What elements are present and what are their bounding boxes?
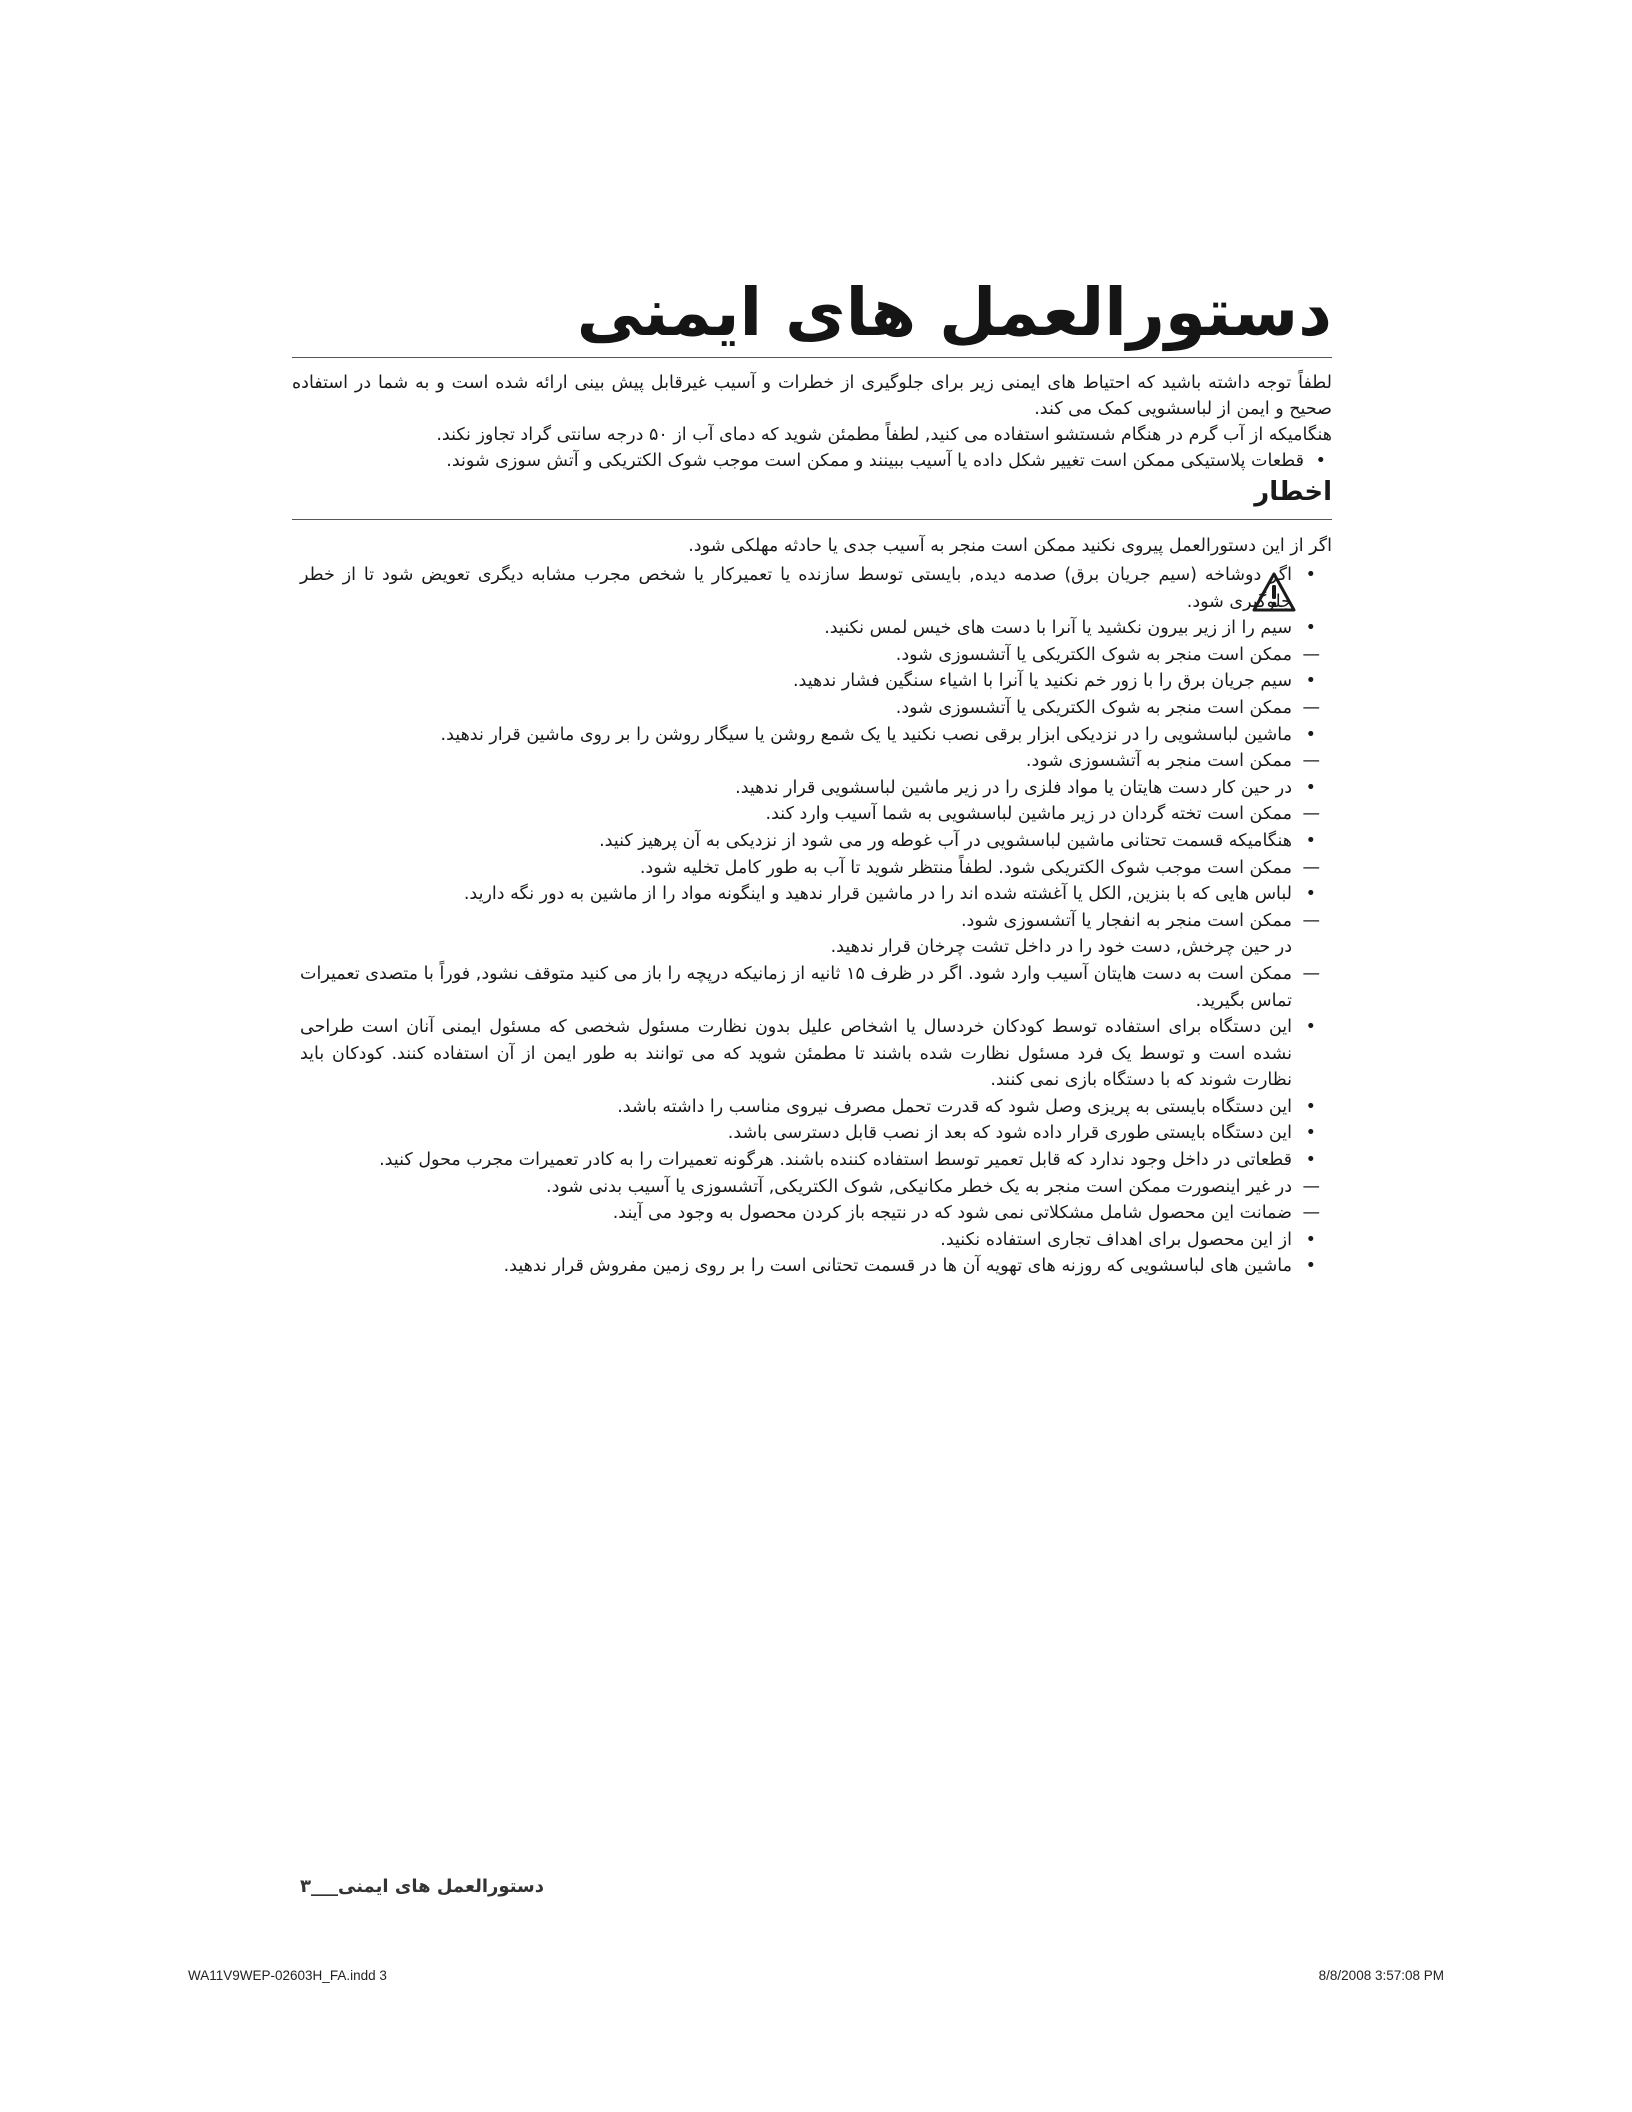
- warning-item: [300, 562, 1320, 615]
- dash-marker: —: [1302, 697, 1320, 718]
- warning-text: در حین کار دست هایتان یا مواد فلزی را در زیر ماشین لباسشویی قرار ندهید.: [735, 777, 1292, 798]
- warning-sub-item: [300, 801, 1320, 828]
- warning-text: این دستگاه بایستی به پریزی وصل شود که قدرت تحمل مصرف نیروی مناسب را داشته باشد.: [617, 1096, 1292, 1117]
- warning-sub-item: [300, 1200, 1320, 1227]
- warning-text: ممکن است تخته گردان در زیر ماشین لباسشویی به شما آسیب وارد کند.: [765, 804, 1292, 825]
- file-slug: WA11V9WEP-02603H_FA.indd 3: [188, 1968, 387, 1983]
- warning-lead: اگر از این دستورالعمل پیروی نکنید ممکن است منجر به آسیب جدی یا حادثه مهلکی شود.: [688, 536, 1332, 556]
- dash-marker: —: [1302, 751, 1320, 772]
- warning-item: [300, 1147, 1320, 1174]
- footer-page-label-text: دستورالعمل های ایمنی: [338, 1876, 544, 1897]
- warning-item: [300, 828, 1320, 855]
- intro-section: [292, 370, 1332, 474]
- warning-item: [300, 881, 1320, 908]
- warning-text: سیم را از زیر بیرون نکشید یا آنرا با دست های خیس لمس نکنید.: [824, 618, 1292, 639]
- page-number: ۳: [300, 1876, 311, 1897]
- bullet-marker: •: [1305, 671, 1316, 692]
- dash-marker: —: [1302, 644, 1320, 665]
- dash-marker: —: [1302, 1176, 1320, 1197]
- section-heading-warning: اخطار: [1254, 477, 1332, 507]
- warning-text: در حین چرخش, دست خود را در داخل تشت چرخان قرار ندهید.: [830, 937, 1292, 958]
- warning-sub-item: [300, 748, 1320, 775]
- warning-text: ضمانت این محصول شامل مشکلاتی نمی شود که در نتیجه باز کردن محصول به وجود می آیند.: [612, 1203, 1292, 1224]
- warning-text: سیم جریان برق را با زور خم نکنید یا آنرا با اشیاء سنگین فشار ندهید.: [792, 671, 1292, 692]
- bullet-marker: •: [1305, 618, 1316, 639]
- intro-paragraph: هنگامیکه از آب گرم در هنگام شستشو استفاده می کنید, لطفاً مطمئن شوید که دمای آب از ۵۰ درجه سانتی گراد تجاوز نکند.: [436, 425, 1332, 445]
- warning-text: از این محصول برای اهداف تجاری استفاده نکنید.: [940, 1229, 1292, 1250]
- print-timestamp: 8/8/2008 3:57:08 PM: [1318, 1968, 1444, 1983]
- bullet-marker: •: [1305, 1017, 1316, 1038]
- warning-text: اگر دوشاخه (سیم جریان برق) صدمه دیده, بایستی توسط سازنده یا تعمیرکار یا شخص مجرب مشابه دیگری تعویض شود تا از خطر جلوگیری شود.: [300, 565, 1292, 612]
- page-title: دستورالعمل های ایمنی: [576, 274, 1332, 351]
- warning-item: [300, 1227, 1320, 1254]
- warning-text: ممکن است منجر به انفجار یا آتشسوزی شود.: [960, 910, 1292, 931]
- footer-separator: ___: [311, 1876, 338, 1897]
- bullet-marker: •: [1305, 830, 1316, 851]
- dash-marker: —: [1302, 963, 1320, 984]
- warning-sub-item: [300, 695, 1320, 722]
- warning-item: [300, 722, 1320, 749]
- dash-marker: —: [1302, 1203, 1320, 1224]
- warning-text: این دستگاه برای استفاده توسط کودکان خردسال یا اشخاص علیل بدون نظارت مسئول شخصی که مسئول ایمنی آنان است طراحی نشده است و توسط یک فرد مسئول نظارت شده باشند تا مطمئن شوید که می توانند به طور ایمن از آن استفاده کنند. کودکان باید نظارت شوند که با دستگاه بازی نمی کنند.: [300, 1017, 1292, 1091]
- warning-sub-item: [300, 855, 1320, 882]
- bullet-marker: •: [1305, 565, 1316, 585]
- warning-sub-item: [300, 961, 1320, 1014]
- footer-page-label: [300, 1876, 544, 1897]
- warning-text: ممکن است به دست هایتان آسیب وارد شود. اگر در ظرف ۱۵ ثانیه از زمانیکه درپچه را باز می کنید متوقف نشود, فوراً با متصدی تعمیرات تماس بگیرید.: [300, 963, 1292, 1011]
- dash-marker: —: [1302, 804, 1320, 825]
- warning-item: [300, 1014, 1320, 1094]
- warning-text: ممکن است منجر به آتشسوزی شود.: [1025, 751, 1292, 772]
- warning-item: [300, 1120, 1320, 1147]
- dash-marker: —: [1302, 910, 1320, 931]
- warning-text: ماشین لباسشویی را در نزدیکی ابزار برقی نصب نکنید یا یک شمع روشن یا سیگار روشن را بر روی ماشین قرار ندهید.: [440, 724, 1292, 745]
- warning-text: هنگامیکه قسمت تحتانی ماشین لباسشویی در آب غوطه ور می شود از نزدیکی به آن پرهیز کنید.: [599, 830, 1292, 851]
- list-item-text: قطعات پلاستیکی ممکن است تغییر شکل داده یا آسیب ببینند و ممکن است موجب شوک الکتریکی و آتش سوزی شوند.: [446, 451, 1304, 471]
- warning-text: لباس هایی که با بنزین, الکل یا آغشته شده اند را در ماشین قرار ندهید و اینگونه مواد را از ماشین به دور نگه دارید.: [463, 884, 1292, 905]
- warning-text: این دستگاه بایستی طوری قرار داده شود که بعد از نصب قابل دسترسی باشد.: [727, 1123, 1292, 1144]
- warning-text: ممکن است منجر به شوک الکتریکی یا آتشسوزی شود.: [895, 697, 1292, 718]
- warning-item: [300, 1094, 1320, 1121]
- bullet-marker: •: [1305, 1123, 1316, 1144]
- warning-text: ممکن است موجب شوک الکتریکی شود. لطفاً منتظر شوید تا آب به طور کامل تخلیه شود.: [639, 857, 1292, 878]
- section-divider: [292, 519, 1332, 520]
- warning-sub-item: [300, 642, 1320, 669]
- bullet-marker: •: [1305, 777, 1316, 798]
- warning-text: ماشین های لباسشویی که روزنه های تهویه آن ها در قسمت تحتانی است را بر روی زمین مفروش قرار ندهید.: [503, 1256, 1292, 1277]
- warning-sub-item: [300, 908, 1320, 935]
- title-divider: [292, 357, 1332, 358]
- warning-item: [300, 1253, 1320, 1280]
- warning-item: [300, 775, 1320, 802]
- bullet-marker: •: [1305, 884, 1316, 905]
- list-item: [292, 448, 1332, 474]
- bullet-marker: •: [1305, 1229, 1316, 1250]
- warning-text: ممکن است منجر به شوک الکتریکی یا آتشسوزی شود.: [895, 644, 1292, 665]
- bullet-marker: •: [1305, 1150, 1316, 1171]
- intro-list: [292, 448, 1332, 474]
- intro-paragraph: لطفاً توجه داشته باشید که احتیاط های ایمنی زیر برای جلوگیری از خطرات و آسیب غیرقابل پیش بینی ارائه شده است و به شما در استفاده صحیح و ایمن از لباسشویی کمک می کند.: [292, 373, 1332, 419]
- warning-item: [300, 615, 1320, 642]
- warnings-list: [300, 562, 1320, 1280]
- warning-item: [300, 668, 1320, 695]
- warning-sub-item: [300, 1174, 1320, 1201]
- bullet-marker: •: [1315, 451, 1326, 471]
- bullet-marker: •: [1305, 1096, 1316, 1117]
- warning-text: در غیر اینصورت ممکن است منجر به یک خطر مکانیکی, شوک الکتریکی, آتشسوزی یا آسیب بدنی شود.: [546, 1176, 1292, 1197]
- bullet-marker: •: [1305, 1256, 1316, 1277]
- warning-text: قطعاتی در داخل وجود ندارد که قابل تعمیر توسط استفاده کننده باشند. هرگونه تعمیرات را به کادر تعمیرات مجرب محول کنید.: [379, 1150, 1292, 1171]
- dash-marker: —: [1302, 857, 1320, 878]
- bullet-marker: •: [1305, 724, 1316, 745]
- warning-item: [300, 934, 1320, 961]
